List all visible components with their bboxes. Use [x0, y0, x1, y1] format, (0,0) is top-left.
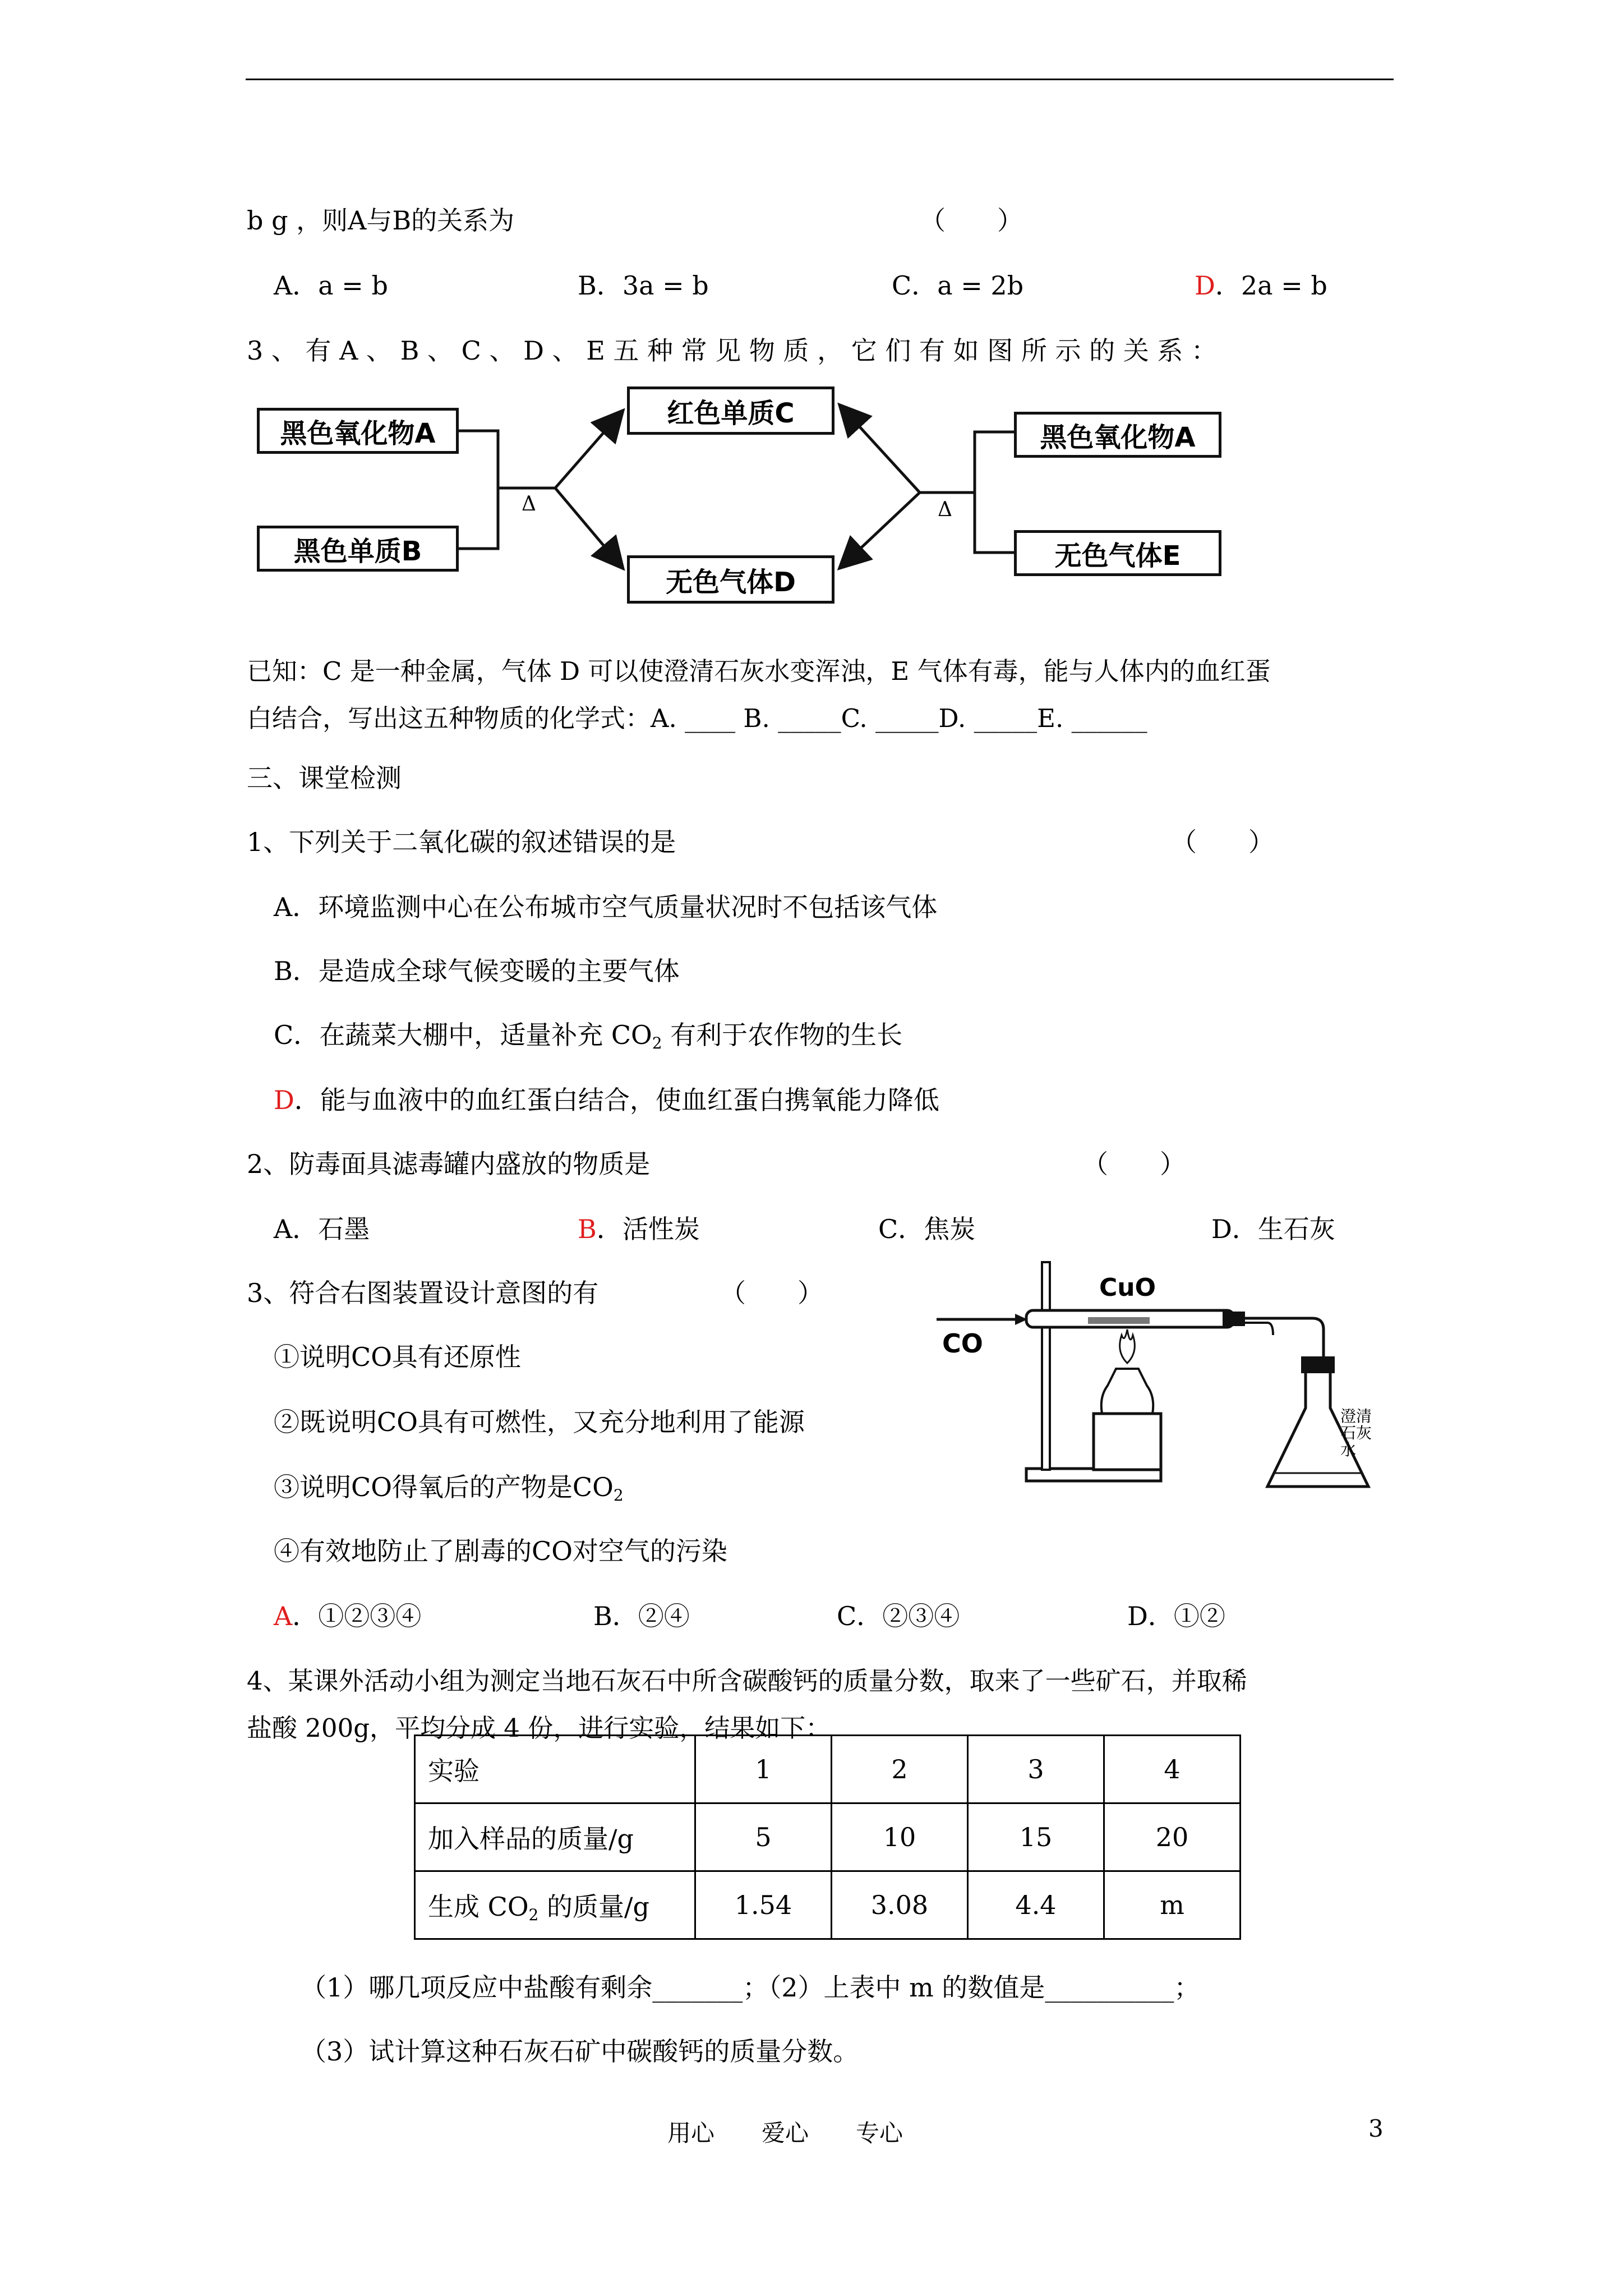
c2-option-d: D．生石灰 [1211, 1214, 1335, 1244]
option-c: C．a = 2b [892, 270, 1024, 301]
question-tail: b g ，则A与B的关系为 [247, 205, 515, 236]
c3-option-a: A．①②③④ [274, 1601, 422, 1631]
box-right-e: 无色气体E [1014, 530, 1221, 576]
c2-paren: （ ） [1082, 1149, 1186, 1179]
table-row [415, 1803, 1241, 1871]
table-cell: 加入样品的质量/g [415, 1803, 695, 1871]
heat-symbol-left: Δ [522, 493, 536, 516]
c1-option-b: B．是造成全球气候变暖的主要气体 [274, 956, 680, 986]
limewater-label: 澄清石灰水 [1340, 1407, 1372, 1459]
c3-paren: （ ） [720, 1278, 823, 1308]
table-row [415, 1871, 1241, 1939]
c1-stem: 1、下列关于二氧化碳的叙述错误的是 [247, 827, 676, 857]
c3-statement-1: ①说明CO具有还原性 [274, 1342, 521, 1372]
option-b: B．3a = b [578, 270, 709, 301]
c4-stem-line2: 盐酸 200g，平均分成 4 份，进行实验，结果如下： [247, 1713, 831, 1743]
table-cell: 2 [832, 1736, 968, 1803]
heat-symbol-right: Δ [938, 498, 952, 521]
c3-option-d: D．①② [1127, 1601, 1225, 1631]
footer-motto: 用心 爱心 专心 [667, 2119, 903, 2147]
box-center-d: 无色气体D [627, 555, 834, 604]
box-right-a: 黑色氧化物A [1014, 412, 1221, 458]
c4-subquestion-3: （3）试计算这种石灰石矿中碳酸钙的质量分数。 [301, 2036, 859, 2067]
table-cell: 10 [832, 1803, 968, 1871]
co-label: CO [942, 1328, 983, 1359]
c3-option-b: B．②④ [593, 1601, 690, 1631]
table-cell: 1 [695, 1736, 832, 1803]
table-cell: 生成 $CO_2$ 的质量/g [415, 1871, 695, 1939]
answer-paren: （ ） [920, 205, 1023, 236]
c1-option-a: A．环境监测中心在公布城市空气质量状况时不包括该气体 [274, 892, 938, 922]
c2-stem: 2、防毒面具滤毒罐内盛放的物质是 [247, 1149, 651, 1179]
c3-statement-4: ④有效地防止了剧毒的CO对空气的污染 [274, 1536, 727, 1566]
table-cell: 15 [968, 1803, 1104, 1871]
table-cell: 5 [695, 1803, 832, 1871]
co-reduction-apparatus [931, 1251, 1374, 1520]
c3-statement-2: ②既说明CO具有可燃性，又充分地利用了能源 [274, 1407, 805, 1437]
table-cell: 4 [1104, 1736, 1241, 1803]
c2-option-b: B．活性炭 [578, 1214, 700, 1244]
table-row [415, 1736, 1241, 1803]
c1-option-d: D．能与血液中的血红蛋白结合，使血红蛋白携氧能力降低 [274, 1085, 939, 1115]
section-title: 三、课堂检测 [247, 763, 402, 793]
c1-paren: （ ） [1171, 827, 1274, 857]
q3-stem: 3 、 有 A 、 B 、 C 、 D 、 E 五 种 常 见 物 质 ， 它 们 有 如 图 所 示 的 关 系 ： [247, 335, 1217, 366]
cuo-label: CuO [1099, 1273, 1156, 1302]
table-cell: 实验 [415, 1736, 695, 1803]
c2-option-a: A．石墨 [274, 1214, 370, 1244]
c3-stem: 3、符合右图装置设计意图的有 [247, 1278, 599, 1308]
c1-option-c: C．在蔬菜大棚中，适量补充 $CO_2$ 有利于农作物的生长 [274, 1020, 903, 1052]
table-cell: 3.08 [832, 1871, 968, 1939]
table-cell: 4.4 [968, 1871, 1104, 1939]
table-cell: m [1104, 1871, 1241, 1939]
c3-option-c: C．②③④ [837, 1601, 960, 1631]
c4-stem-line1: 4、某课外活动小组为测定当地石灰石中所含碳酸钙的质量分数，取来了一些矿石，并取稀 [247, 1666, 1247, 1696]
table-cell: 1.54 [695, 1871, 832, 1939]
box-left-a: 黑色氧化物A [257, 408, 459, 454]
c2-option-c: C．焦炭 [878, 1214, 976, 1244]
c3-statement-3: ③说明CO得氧后的产物是$CO_2$ [274, 1472, 624, 1504]
q3-known-line1: 已知：C 是一种金属，气体 D 可以使澄清石灰水变浑浊，E 气体有毒，能与人体内的血红蛋 [247, 656, 1271, 686]
box-center-c: 红色单质C [627, 386, 834, 435]
box-left-b: 黑色单质B [257, 526, 459, 572]
option-d: D．2a = b [1195, 270, 1327, 301]
c4-subquestions-1-2: （1）哪几项反应中盐酸有剩余_______；（2）上表中 m 的数值是__________； [301, 1972, 1200, 2003]
option-a: A．a = b [274, 270, 388, 301]
table-cell: 3 [968, 1736, 1104, 1803]
q3-known-line2: 白结合，写出这五种物质的化学式：A. ____ B. _____C. _____D. _____E. ______ [247, 703, 1147, 733]
results-table [414, 1734, 1241, 1940]
page-number: 3 [1368, 2115, 1384, 2142]
table-cell: 20 [1104, 1803, 1241, 1871]
